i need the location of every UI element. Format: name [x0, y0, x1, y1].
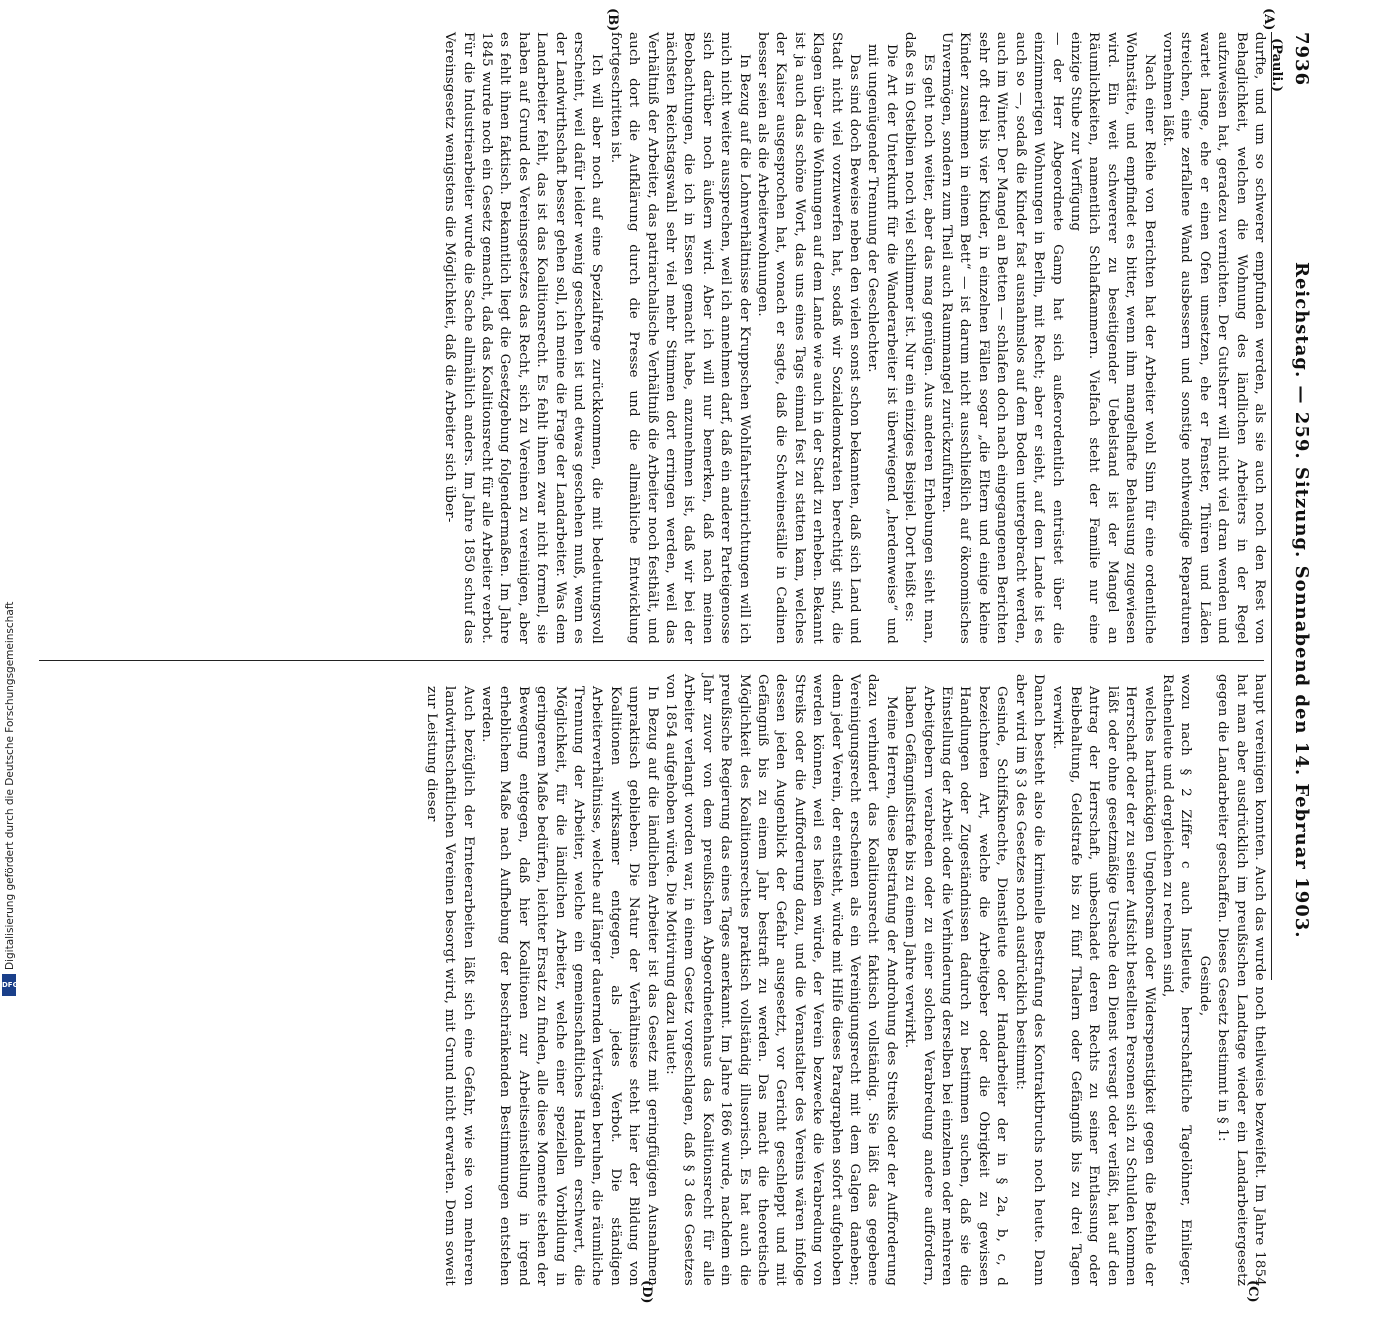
- paragraph: durfte, und um so schwerer empfunden werden, als sie auch noch den Rest von Behaglichkeit, welchen die Wohnung des ländlichen Arbeiters in der Regel aufzuweisen hat, geradezu vernichten. Der Gutsherr will nicht viel dran wenden und wartet lange, ehe er einen Ofen umsetzen, ehe er Fenster, Thüren und Läden streichen, eine zerfallene Wand ausbessern und sonstige nothwendige Reparaturen vornehmen läßt.: [1159, 32, 1267, 644]
- quote-paragraph: Gesinde, Schiffsknechte, Dienstleute oder Handarbeiter der in § 2a, b, c, d bezeichneten Art, welche die Arbeitgeber oder die Obrigkeit zu gewissen Handlungen oder Zugeständnissen dadurch zu bestimmen suchen, daß sie die Einstellung der Arbeit oder die Verhinderung derselben bei einzelnen oder mehreren Arbeitgebern verabreden oder zu einer solchen Verabredung andere auffordern, haben Gefängnißstrafe bis zu einem Jahre verwirkt.: [902, 686, 1010, 1286]
- paragraph: Ich will aber noch auf eine Spezialfrage zurückkommen, die mit bedeutungsvoll erscheint, weil dafür leider wenig geschehen ist und etwas geschehen muß, wenn es der Landwirthschaft besser gehen soll, ich meine die Frage der Landarbeiter. Was dem Landarbeiter fehlt, das ist das Koalitionsrecht. Es fehlt ihnen zwar nicht formell, sie haben auf Grund des Vereinsgesetzes das Recht, sich zu Vereinen zu vereinigen, aber es fehlt ihnen faktisch. Bekanntlich liegt die Gesetzgebung folgendermaßen. Im Jahre 1845 wurde noch ein Gesetz gemacht, daß das Koalitionsrecht für alle Arbeiter verbot. Für die Industriearbeiter wurde die Sache allmählich anders. Im Jahre 1850 schuf das Vereinsgesetz wenigstens die Möglichkeit, daß die Arbeiter sich über-: [442, 32, 605, 644]
- paragraph: In Bezug auf die Lohnverhältnisse der Kruppschen Wohlfahrtseinrichtungen will ich mich nicht weiter aussprechen, weil ich annehmen darf, daß ein anderer Parteigenosse sich darüber noch äußern wird. Aber ich will nur bemerken, daß nach meinen Beobachtungen, die ich in Essen gemacht habe, anzunehmen ist, daß wir bei der nächsten Reichstagswahl sehr viel mehr Stimmen dort erringen werden, weil das Verhältniß der Arbeiter, das patriarchalische Verhältniß die Arbeiter noch festhält, und auch dort die Aufklärung durch die Presse und die allmähliche Entwicklung fortgeschritten ist.: [607, 32, 752, 644]
- header-rule: [1271, 32, 1272, 980]
- paragraph: Das sind doch Beweise neben den vielen sonst schon bekannten, daß sich Land und Stadt nicht viel vorzuwerfen hat, sodaß wir Sozialdemokraten berechtigt sind, die Klagen über die Wohnungen auf dem Lande wie auch in der Stadt zu erheben. Bekannt ist ja auch das schöne Wort, das uns eines Tags einmal fest zu statten kam, welches der Kaiser ausgesprochen hat, wonach er sagte, daß die Schweineställe in Cadinen besser seien als die Arbeiterwohnungen.: [755, 32, 863, 644]
- speaker-label: (Pauli.): [1269, 38, 1284, 93]
- quote-paragraph: Auch bezüglich der Ernteerarbeiten läßt sich eine Gefahr, wie sie von mehreren landwirthschaftlichen Vereinen besorgt wird, mit Grund nicht erwarten. Denn soweit zur Leistung dieser: [423, 686, 476, 1286]
- page-header: [1269, 32, 1314, 1342]
- dfg-logo-icon: DFG: [2, 974, 16, 996]
- paragraph: Danach besteht also die kriminelle Bestrafung des Kontraktbruchs noch heute. Dann aber wird im § 3 des Gesetzes noch ausdrücklich bestimmt:: [1012, 674, 1047, 1286]
- margin-marker-a: (A): [1261, 8, 1276, 31]
- margin-marker-c: (C): [1245, 1280, 1260, 1303]
- quote-paragraph: welches hartnäckigen Ungehorsam oder Widerspenstigkeit gegen die Befehle der Herrschaft oder der zu seiner Aufsicht bestellten Personen sich zu Schulden kommen läßt oder ohne gesetzmäßige Ursache den Dienst versagt oder verläßt, hat auf den Antrag der Herrschaft, unbeschadet deren Rechts zu seiner Entlassung oder Beibehaltung, Geldstrafe bis zu fünf Thalern oder Gefängniß bis zu drei Tagen verwirkt.: [1049, 686, 1157, 1286]
- paragraph: Nach einer Reihe von Berichten hat der Arbeiter wohl Sinn für eine ordentliche Wohnstätte, und empfindet es bitter, wenn ihm mangelhafte Behausung zugewiesen wird. Ein weit schwererer zu beseitigender Uebelstand ist der Mangel an Räumlichkeiten, namentlich Schlafkammern. Vielfach steht der Familie nur eine einzige Stube zur Verfügung: [1067, 32, 1157, 644]
- quote-paragraph: Gesinde,: [1196, 955, 1212, 1017]
- margin-marker-d: (D): [639, 1280, 654, 1304]
- quote-paragraph: Die Art der Unterkunft für die Wanderarbeiter ist überwiegend „herdenweise“ und mit ungenügender Trennung der Geschlechter.: [865, 44, 899, 644]
- column-divider: [39, 660, 1264, 661]
- paragraph: Es geht noch weiter, aber das mag genügen. Aus anderen Erhebungen sieht man, daß es in Ostelbien noch viel schlimmer ist. Nur ein einziges Beispiel. Dort heißt es:: [902, 32, 936, 644]
- paragraph: — der Herr Abgeordnete Gamp hat sich außerordentlich entrüstet über die einzimmerigen Wohnungen in Berlin, mit Recht; aber er sieht, auf dem Lande ist es auch so —, sodaß die Kinder fast ausnahmslos auf dem Boden untergebracht werden, auch im Winter. Der Mangel an Betten — schlafen doch nach eingegangenen Berichten sehr oft drei bis vier Kinder, in einzelnen Fällen sogar „die Eltern und einige kleine Kinder zusammen in einem Bett“ — ist darum nicht ausschließlich auf ökonomisches Unvermögen, sondern zum Theil auch Raummangel zurückzuführen.: [939, 32, 1065, 644]
- quote-paragraph: In Bezug auf die ländlichen Arbeiter ist das Gesetz mit geringfügigen Ausnahmen unpraktisch geblieben. Die Natur der Verhältnisse steht hier der Bildung von Koalitionen wirksamer entgegen, als jedes Verbot. Die ständigen Arbeiterverhältnisse, welche auf länger dauernden Verträgen beruhen, die räumliche Trennung der Arbeiter, welche ein gemeinschaftliches Handeln erschwert, die Möglichkeit, für die ländlichen Arbeiter, welche einer speziellen Vorbildung in geringerem Maße bedürfen, leichter Ersatz zu finden, alle diese Momente stehen der Bewegung entgegen, daß hier Koalitionen zur Arbeitseinstellung in irgend erheblichem Maße nach Aufhebung der beschränkenden Bestimmungen entstehen werden.: [478, 686, 660, 1286]
- paragraph: wozu nach § 2 Ziffer c auch Instleute, herrschaftliche Tagelöhner, Einlieger, Rathenleute und dergleichen zu rechnen sind,: [1159, 674, 1194, 1286]
- margin-marker-b: (B): [605, 8, 620, 32]
- right-column: [38, 674, 1268, 1286]
- left-column: [38, 32, 1268, 644]
- credit-text: Digitalisierung gefördert durch die Deutsche Forschungsgemeinschaft: [4, 601, 16, 970]
- running-title: Reichstag. — 259. Sitzung. Sonnabend den 14. Februar 1903.: [1291, 262, 1312, 939]
- page-number: 7936: [1291, 32, 1312, 87]
- paragraph: Meine Herren, diese Bestrafung der Androhung des Streiks oder der Aufforderung dazu verhindert das Koalitionsrecht faktisch vollständig. Sie läßt das gegebene Vereinigungsrecht erscheinen als ein Vereinigungsrecht mit dem Galgen daneben; denn jeder Verein, der entsteht, würde mit Hilfe dieses Paragraphen sofort aufgehoben werden können, weil es heißen würde, der Verein bezwecke die Verabredung von Streiks oder die Aufforderung dazu, und die Veranstalter des Vereins wären infolge dessen jeden Augenblick der Gefahr ausgesetzt, vor Gericht geschleppt und mit Gefängniß bis zu einem Jahr bestraft zu werden. Das macht die theoretische Möglichkeit des Koalitionsrechtes praktisch vollständig illusorisch. Es hat auch die preußische Regierung das eines Tages anerkannt. Im Jahre 1866 wurde, nachdem ein Jahr zuvor von dem preußischen Abgeordnetenhaus das Koalitionsrecht für alle Arbeiter verlangt worden war, in einem Gesetz vorgeschlagen, daß § 3 des Gesetzes von 1854 aufgehoben würde. Die Motivirung dazu lautet:: [663, 674, 899, 1286]
- digitization-credit: [0, 0, 18, 1000]
- paragraph: haupt vereinigen konnten. Auch das wurde noch theilweise bezweifelt. Im Jahre 1854 hat man aber ausdrücklich im preußischen Landtage wieder ein Landarbeitergesetz gegen die Landarbeiter geschaffen. Dieses Gesetz bestimmt in § 1:: [1215, 674, 1267, 1286]
